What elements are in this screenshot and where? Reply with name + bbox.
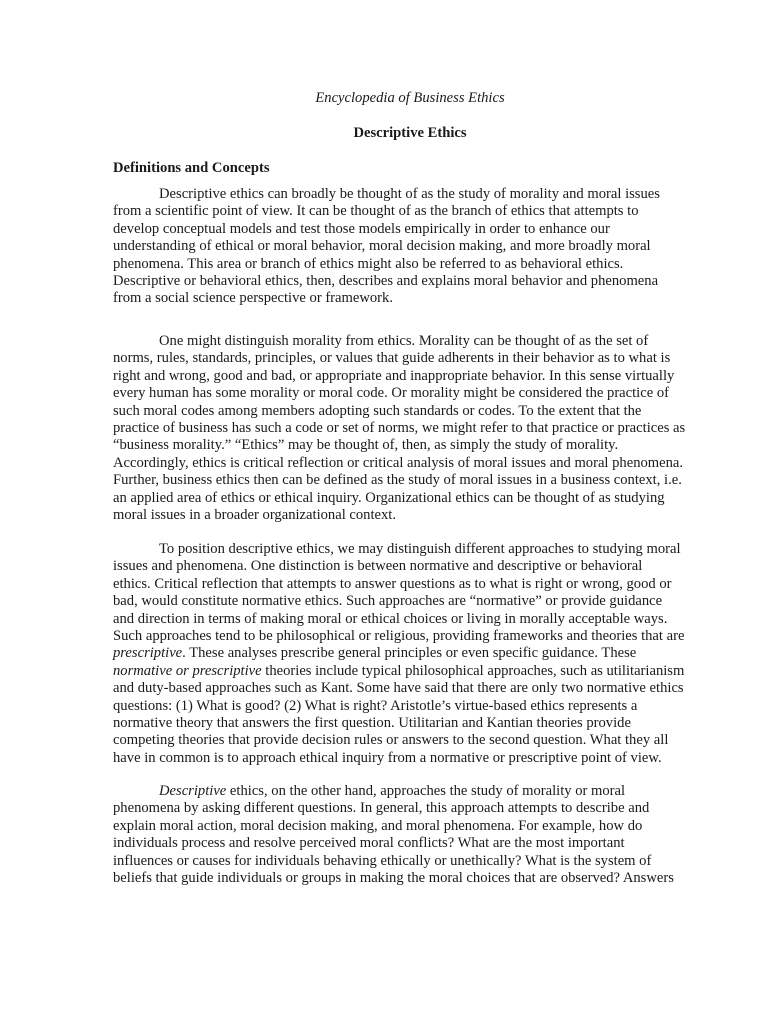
text-line [113,576,713,593]
text-span: from a scientific point of view. It can be thought of as the branch of ethics that attempts to [113,203,639,220]
paragraph [113,541,713,767]
text-span: Accordingly, ethics is critical reflection or critical analysis of moral issues and moral phenomena. [113,454,684,471]
text-span: Such approaches tend to be philosophical or religious, providing frameworks and theories that are [113,627,685,644]
text-span: understanding of ethical or moral behavior, moral decision making, and more broadly moral [113,238,651,255]
text-line [113,350,713,367]
text-span: moral issues in a broader organizational context. [113,506,397,523]
paragraph [113,333,713,524]
text-span: competing theories that provide decision rules or answers to the second question. What they all [113,732,669,749]
text-line [113,593,713,610]
text-span: . These analyses prescribe general principles or even specific guidance. These [182,645,637,662]
text-span: bad, would constitute normative ethics. Such approaches are “normative” or provide guidance [113,593,663,610]
text-line [113,541,713,558]
text-line [113,715,713,732]
text-line [113,403,713,420]
text-line [113,750,713,767]
text-line [113,333,713,350]
text-span: practice of business has such a code or set of norms, we might refer to that practice or practices as [113,419,686,436]
text-span: theories include typical philosophical approaches, such as utilitarianism [261,662,685,679]
text-span: issues and phenomena. One distinction is between normative and descriptive or behavioral [113,558,643,575]
text-line [113,835,713,852]
text-line [113,455,713,472]
text-line [113,186,713,203]
text-span: Further, business ethics then can be defined as the study of moral issues in a business context, i.e. [113,472,682,489]
text-line [113,238,713,255]
text-span: develop conceptual models and test those models empirically in order to enhance our [113,220,610,237]
text-span: individuals process and resolve perceived moral conflicts? What are the most important [113,835,625,852]
text-line [113,800,713,817]
text-span: and direction in terms of making moral or ethical choices or living in morally acceptable ways. [113,610,668,627]
text-line [113,256,713,273]
text-span: One might distinguish morality from ethics. Morality can be thought of as the set of [159,333,649,349]
text-line [113,698,713,715]
text-line [113,558,713,575]
text-span: To position descriptive ethics, we may distinguish different approaches to studying moral [159,541,681,557]
text-line [113,368,713,385]
italic-text: Descriptive [159,783,227,799]
text-line [113,385,713,402]
text-span: Descriptive ethics can broadly be thought of as the study of morality and moral issues [159,186,660,202]
text-span: an applied area of ethics or ethical inquiry. Organizational ethics can be thought of as studying [113,489,665,506]
text-line [113,273,713,290]
italic-text: normative or prescriptive [113,662,262,679]
document-title: Descriptive Ethics [353,125,467,141]
text-span: questions: (1) What is good? (2) What is right? Aristotle’s virtue-based ethics represents a [113,697,638,714]
text-line [113,783,713,800]
text-line [113,853,713,870]
text-line [113,490,713,507]
running-header: Encyclopedia of Business Ethics [315,90,505,106]
text-span: such moral codes among members adopting such standards or codes. To the extent that the [113,402,642,419]
text-line [113,507,713,524]
text-span: from a social science perspective or framework. [113,290,393,307]
text-span: Descriptive or behavioral ethics, then, describes and explains moral behavior and phenomena [113,272,659,289]
paragraph [113,783,713,887]
text-span: every human has some morality or moral code. Or morality might be considered the practice of [113,385,670,402]
text-line [113,290,713,307]
text-span: right and wrong, good and bad, or appropriate and inappropriate behavior. In this sense virtually [113,367,675,384]
text-line [113,472,713,489]
text-line [113,437,713,454]
paragraph [113,186,713,308]
text-span: influences or causes for individuals behaving ethically or unethically? What is the system of [113,852,652,869]
text-span: beliefs that guide individuals or groups in making the moral choices that are observed? Answers [113,869,674,886]
text-span: ethics. Critical reflection that attempts to answer questions as to what is right or wrong, good or [113,575,672,592]
text-line [113,203,713,220]
text-span: normative theory that answers the first question. Utilitarian and Kantian theories provide [113,714,631,731]
text-span: norms, rules, standards, principles, or values that guide adherents in their behavior as to what is [113,350,671,367]
text-line [113,870,713,887]
italic-text: prescriptive [113,645,183,662]
text-line [113,645,713,662]
text-line [113,680,713,697]
text-line [113,628,713,645]
text-span: phenomena by asking different questions. In general, this approach attempts to describe and [113,800,650,817]
text-span: phenomena. This area or branch of ethics might also be referred to as behavioral ethics. [113,255,624,272]
text-line [113,818,713,835]
section-heading: Definitions and Concepts [113,160,270,176]
text-span: ethics, on the other hand, approaches the study of morality or moral [226,783,626,799]
text-line [113,663,713,680]
text-line [113,732,713,749]
text-span: explain moral action, moral decision making, and moral phenomena. For example, how do [113,817,643,834]
text-span: “business morality.” “Ethics” may be thought of, then, as simply the study of morality. [113,437,619,454]
text-line [113,420,713,437]
text-span: and duty-based approaches such as Kant. Some have said that there are only two normative ethics [113,680,684,697]
text-span: have in common is to approach ethical inquiry from a normative or prescriptive point of view. [113,749,662,766]
text-line [113,221,713,238]
text-line [113,611,713,628]
